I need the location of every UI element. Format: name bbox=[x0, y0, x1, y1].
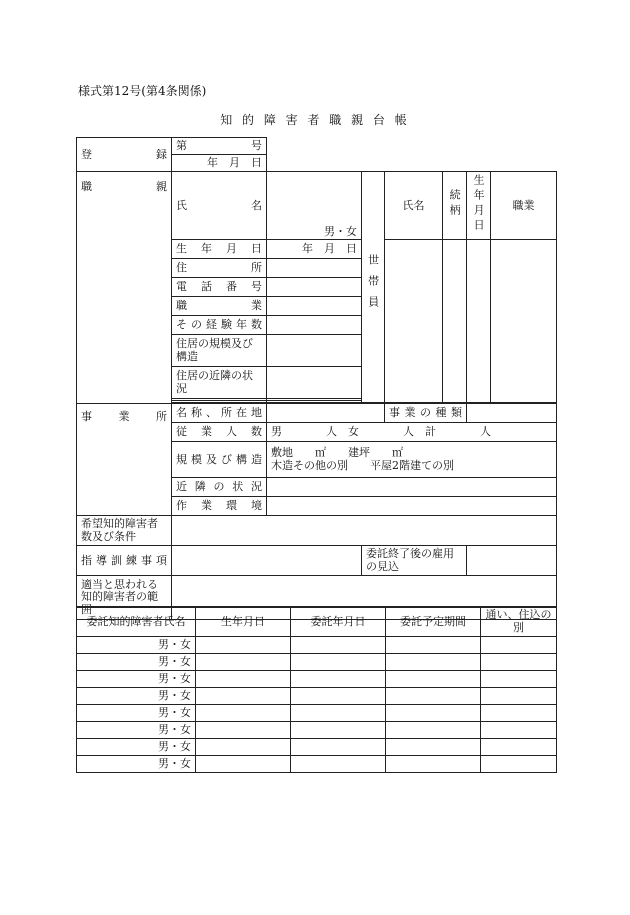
consignment-date-cell[interactable] bbox=[291, 653, 386, 670]
consignment-row bbox=[77, 755, 557, 772]
consignment-row bbox=[77, 704, 557, 721]
consignment-date-cell[interactable] bbox=[291, 721, 386, 738]
household-name-cell[interactable] bbox=[385, 240, 443, 403]
consignment-name-cell[interactable]: 男・女 bbox=[77, 653, 196, 670]
consignment-period-cell[interactable] bbox=[386, 738, 481, 755]
training-label: 指導訓練事項 bbox=[77, 546, 172, 576]
consignment-name-cell[interactable]: 男・女 bbox=[77, 738, 196, 755]
consignment-period-cell[interactable] bbox=[386, 653, 481, 670]
residence-scale-field[interactable] bbox=[267, 335, 362, 367]
consignment-period-cell[interactable] bbox=[386, 687, 481, 704]
household-birthdate-cell[interactable] bbox=[467, 240, 491, 403]
household-label bbox=[362, 172, 385, 403]
consignment-rows bbox=[77, 636, 557, 772]
residence-neighbor-label: 住居の近隣の状況 bbox=[172, 367, 267, 399]
consignment-period-cell[interactable] bbox=[386, 670, 481, 687]
consignment-date-cell[interactable] bbox=[291, 738, 386, 755]
business-work-env-label: 作業環境 bbox=[172, 497, 267, 516]
employer-section-label: 職 親 bbox=[77, 172, 172, 404]
employer-experience-field[interactable] bbox=[267, 316, 362, 335]
consignment-header-name: 委託知的障害者氏名 bbox=[77, 607, 196, 636]
business-scale-line2: 木造その他の別 平屋2階建ての別 bbox=[271, 458, 454, 472]
suitable-label: 適当と思われる知的障害者の範囲 bbox=[77, 576, 172, 620]
business-name-location-field[interactable] bbox=[267, 404, 385, 423]
consignment-period-cell[interactable] bbox=[386, 721, 481, 738]
consignment-date-cell[interactable] bbox=[291, 687, 386, 704]
consignment-date-cell[interactable] bbox=[291, 755, 386, 772]
consignment-date-cell[interactable] bbox=[291, 704, 386, 721]
business-employees-field[interactable]: 男 人 女 人 計 人 bbox=[267, 423, 557, 442]
consignment-date-cell[interactable] bbox=[291, 670, 386, 687]
consignment-commute-cell[interactable] bbox=[481, 704, 557, 721]
consignment-header-date: 委託年月日 bbox=[291, 607, 386, 636]
consignment-commute-cell[interactable] bbox=[481, 755, 557, 772]
consignment-row bbox=[77, 653, 557, 670]
household-label-text: 世帯員 bbox=[366, 253, 380, 317]
desired-label: 希望知的障害者数及び条件 bbox=[77, 516, 172, 546]
household-occupation-cell[interactable] bbox=[491, 240, 557, 403]
consignment-table bbox=[76, 606, 557, 773]
desired-field[interactable] bbox=[172, 516, 557, 546]
business-neighbor-label: 近隣の状況 bbox=[172, 478, 267, 497]
employer-experience-label: その経験年数 bbox=[172, 316, 267, 335]
employer-occupation-field[interactable] bbox=[267, 297, 362, 316]
consignment-birthdate-cell[interactable] bbox=[196, 738, 291, 755]
consignment-row bbox=[77, 721, 557, 738]
employer-birthdate-label: 生年月日 bbox=[172, 240, 267, 259]
residence-scale-label: 住居の規模及び構造 bbox=[172, 335, 267, 367]
consignment-birthdate-cell[interactable] bbox=[196, 687, 291, 704]
residence-neighbor-field[interactable] bbox=[267, 367, 362, 399]
consignment-commute-cell[interactable] bbox=[481, 670, 557, 687]
consignment-name-cell[interactable]: 男・女 bbox=[77, 687, 196, 704]
business-scale-label: 規模及び構造 bbox=[172, 442, 267, 478]
consignment-birthdate-cell[interactable] bbox=[196, 636, 291, 653]
consignment-row bbox=[77, 738, 557, 755]
consignment-commute-cell[interactable] bbox=[481, 653, 557, 670]
consignment-name-cell[interactable]: 男・女 bbox=[77, 636, 196, 653]
household-relation-cell[interactable] bbox=[443, 240, 467, 403]
consignment-name-cell[interactable]: 男・女 bbox=[77, 755, 196, 772]
consignment-header-birthdate: 生年月日 bbox=[196, 607, 291, 636]
employer-phone-field[interactable] bbox=[267, 278, 362, 297]
consignment-birthdate-cell[interactable] bbox=[196, 755, 291, 772]
consignment-birthdate-cell[interactable] bbox=[196, 704, 291, 721]
business-neighbor-field[interactable] bbox=[267, 478, 557, 497]
household-header-relation: 続柄 bbox=[443, 172, 467, 240]
consignment-name-cell[interactable]: 男・女 bbox=[77, 704, 196, 721]
business-employees-label: 従業人数 bbox=[172, 423, 267, 442]
consignment-commute-cell[interactable] bbox=[481, 636, 557, 653]
employer-sex-field[interactable]: 男・女 bbox=[267, 172, 362, 240]
registration-number: 第 号 bbox=[172, 138, 267, 155]
consignment-period-cell[interactable] bbox=[386, 636, 481, 653]
employer-phone-label: 電話番号 bbox=[172, 278, 267, 297]
household-header-name: 氏名 bbox=[385, 172, 443, 240]
consignment-header-commute: 通い、住込の別 bbox=[481, 607, 557, 636]
employer-occupation-label: 職業 bbox=[172, 297, 267, 316]
registration-date: 年 月 日 bbox=[172, 155, 267, 172]
consignment-birthdate-cell[interactable] bbox=[196, 653, 291, 670]
consignment-birthdate-cell[interactable] bbox=[196, 721, 291, 738]
consignment-row bbox=[77, 687, 557, 704]
consignment-date-cell[interactable] bbox=[291, 636, 386, 653]
consignment-period-cell[interactable] bbox=[386, 755, 481, 772]
form-code: 様式第12号(第4条関係) bbox=[78, 84, 207, 98]
consignment-row bbox=[77, 636, 557, 653]
employer-address-field[interactable] bbox=[267, 259, 362, 278]
business-type-field[interactable] bbox=[467, 404, 557, 423]
consignment-commute-cell[interactable] bbox=[481, 738, 557, 755]
business-name-location-label: 名称、所在地 bbox=[172, 404, 267, 423]
registration-label: 登 録 bbox=[77, 138, 172, 172]
document-title: 知 的 障 害 者 職 親 台 帳 bbox=[220, 113, 410, 127]
training-field[interactable] bbox=[172, 546, 362, 576]
business-type-label: 事業の種類 bbox=[385, 404, 467, 423]
consignment-header-period: 委託予定期間 bbox=[386, 607, 481, 636]
consignment-commute-cell[interactable] bbox=[481, 721, 557, 738]
registry-form-table bbox=[76, 137, 557, 620]
post-employment-label: 委託終了後の雇用の見込 bbox=[362, 546, 467, 576]
blank-area bbox=[267, 138, 557, 172]
household-header-occupation: 職業 bbox=[491, 172, 557, 240]
consignment-row bbox=[77, 670, 557, 687]
consignment-name-cell[interactable]: 男・女 bbox=[77, 721, 196, 738]
employer-address-label: 住所 bbox=[172, 259, 267, 278]
household-header-birthdate: 生年月日 bbox=[467, 172, 491, 240]
consignment-period-cell[interactable] bbox=[386, 704, 481, 721]
consignment-commute-cell[interactable] bbox=[481, 687, 557, 704]
consignment-birthdate-cell[interactable] bbox=[196, 670, 291, 687]
employer-birthdate-field[interactable]: 年 月 日 bbox=[267, 240, 362, 259]
employer-name-label: 氏 名 bbox=[172, 172, 267, 240]
business-scale-field[interactable] bbox=[267, 442, 557, 478]
business-section-label: 事 業 所 bbox=[77, 404, 172, 516]
post-employment-field[interactable] bbox=[467, 546, 557, 576]
business-scale-line1: 敷地 ㎡ 建坪 ㎡ bbox=[271, 445, 403, 459]
consignment-name-cell[interactable]: 男・女 bbox=[77, 670, 196, 687]
business-work-env-field[interactable] bbox=[267, 497, 557, 516]
